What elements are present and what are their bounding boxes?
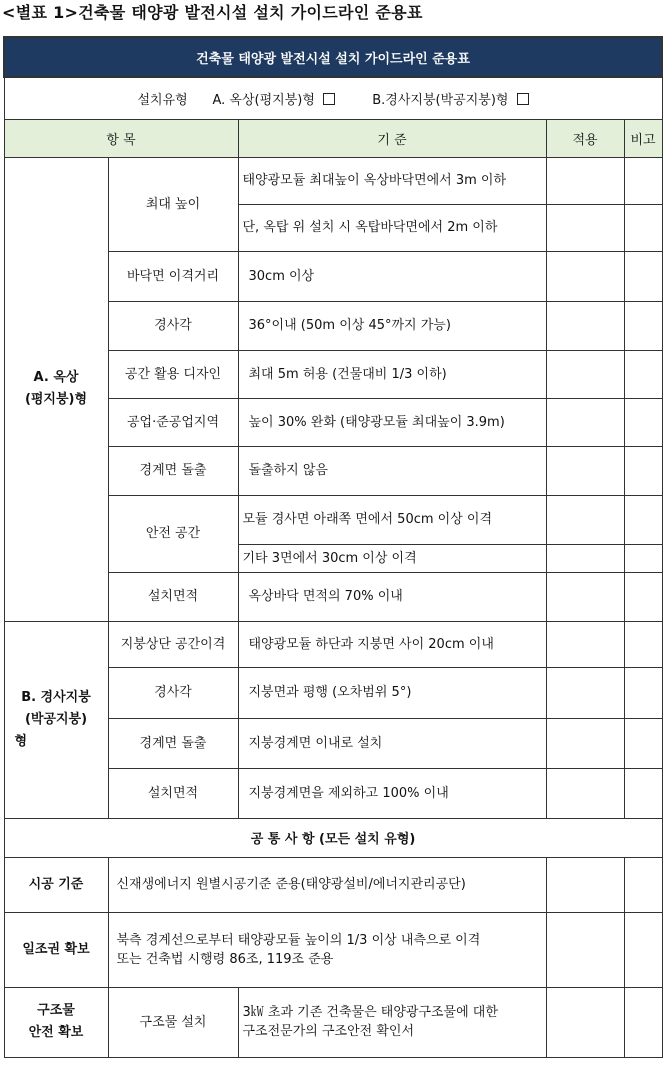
option-a-checkbox[interactable] [323, 93, 335, 105]
criteria-floor-clearance: 30cm 이상 [238, 251, 546, 301]
option-b-label: B.경사지붕(박공지붕)형 [372, 92, 509, 108]
common-construction-label: 시공 기준 [4, 857, 108, 912]
section-a-label [4, 157, 108, 621]
header-apply: 적용 [546, 119, 624, 157]
note-cell[interactable] [624, 572, 662, 621]
apply-cell[interactable] [546, 204, 624, 251]
note-cell[interactable] [624, 251, 662, 301]
note-cell[interactable] [624, 912, 662, 987]
common-structure-label [4, 987, 108, 1057]
section-b-label-line1: B. 경사지붕 [21, 689, 91, 705]
apply-cell[interactable] [546, 350, 624, 398]
item-roof-boundary: 경계면 돌출 [108, 718, 238, 768]
item-floor-clearance: 바닥면 이격거리 [108, 251, 238, 301]
table-caption: <별표 1>건축물 태양광 발전시설 설치 가이드라인 준용표 [2, 3, 423, 22]
item-max-height: 최대 높이 [108, 157, 238, 251]
common-structure-item: 구조물 설치 [108, 987, 238, 1057]
note-cell[interactable] [624, 204, 662, 251]
common-structure-text1: 3㎾ 초과 기존 건축물은 태양광구조물에 대한 [242, 1005, 498, 1020]
item-industrial-zone: 공업·준공업지역 [108, 398, 238, 446]
item-roof-tilt: 경사각 [108, 667, 238, 718]
criteria-roof-top-clearance: 태양광모듈 하단과 지붕면 사이 20cm 이내 [238, 621, 546, 667]
apply-cell[interactable] [546, 157, 624, 204]
criteria-install-area: 옥상바닥 면적의 70% 이내 [238, 572, 546, 621]
item-roof-install-area: 설치면적 [108, 768, 238, 818]
table-title: 건축물 태양광 발전시설 설치 가이드라인 준용표 [4, 37, 662, 77]
note-cell[interactable] [624, 398, 662, 446]
common-structure-text2: 구조전문가의 구조안전 확인서 [242, 1024, 415, 1039]
common-structure-label-line1: 구조물 [37, 1003, 75, 1018]
header-item: 항 목 [4, 119, 238, 157]
apply-cell[interactable] [546, 621, 624, 667]
common-header: 공 통 사 항 (모든 설치 유형) [4, 818, 662, 857]
section-a-label-line2: (평지붕)형 [24, 392, 88, 407]
option-a-label: A. 옥상(평지붕)형 [212, 92, 315, 108]
note-cell[interactable] [624, 544, 662, 572]
common-construction-text: 신재생에너지 원별시공기준 준용(태양광설비/에너지관리공단) [108, 857, 546, 912]
common-structure-text [238, 987, 546, 1057]
apply-cell[interactable] [546, 572, 624, 621]
note-cell[interactable] [624, 157, 662, 204]
apply-cell[interactable] [546, 398, 624, 446]
common-sunlight-text2: 또는 건축법 시행령 86조, 119조 준용 [116, 951, 334, 967]
note-cell[interactable] [624, 857, 662, 912]
criteria-roof-boundary: 지붕경계면 이내로 설치 [238, 718, 546, 768]
common-sunlight-label: 일조권 확보 [4, 912, 108, 987]
section-b-label-line2: (박공지붕) [24, 711, 88, 727]
note-cell[interactable] [624, 768, 662, 818]
item-install-area: 설치면적 [108, 572, 238, 621]
apply-cell[interactable] [546, 495, 624, 544]
note-cell[interactable] [624, 350, 662, 398]
note-cell[interactable] [624, 667, 662, 718]
apply-cell[interactable] [546, 446, 624, 495]
item-tilt-angle: 경사각 [108, 301, 238, 350]
note-cell[interactable] [624, 446, 662, 495]
criteria-roof-install-area: 지붕경계면을 제외하고 100% 이내 [238, 768, 546, 818]
criteria-roof-tilt: 지붕면과 평행 (오차범위 5°) [238, 667, 546, 718]
apply-cell[interactable] [546, 301, 624, 350]
note-cell[interactable] [624, 621, 662, 667]
common-sunlight-text1: 북측 경계선으로부터 태양광모듈 높이의 1/3 이상 내측으로 이격 [116, 932, 481, 948]
item-space-design: 공간 활용 디자인 [108, 350, 238, 398]
note-cell[interactable] [624, 987, 662, 1057]
common-sunlight-text [108, 912, 546, 987]
criteria-tilt-angle: 36°이내 (50m 이상 45°까지 가능) [238, 301, 546, 350]
install-type-label: 설치유형 [137, 92, 188, 108]
section-a-label-line1: A. 옥상 [33, 370, 79, 385]
install-type-row [4, 77, 662, 119]
note-cell[interactable] [624, 718, 662, 768]
section-b-label-line3: 형 [14, 733, 28, 749]
item-roof-top-clearance: 지붕상단 공간이격 [108, 621, 238, 667]
header-note: 비고 [624, 119, 662, 157]
apply-cell[interactable] [546, 987, 624, 1057]
item-safety-space: 안전 공간 [108, 495, 238, 572]
apply-cell[interactable] [546, 251, 624, 301]
apply-cell[interactable] [546, 912, 624, 987]
header-criteria: 기 준 [238, 119, 546, 157]
criteria-max-height-1: 태양광모듈 최대높이 옥상바닥면에서 3m 이하 [238, 157, 546, 204]
criteria-space-design: 최대 5m 허용 (건물대비 1/3 이하) [238, 350, 546, 398]
criteria-industrial-zone: 높이 30% 완화 (태양광모듈 최대높이 3.9m) [238, 398, 546, 446]
apply-cell[interactable] [546, 857, 624, 912]
criteria-max-height-2: 단, 옥탑 위 설치 시 옥탑바닥면에서 2m 이하 [238, 204, 546, 251]
item-boundary-protrusion: 경계면 돌출 [108, 446, 238, 495]
apply-cell[interactable] [546, 768, 624, 818]
criteria-safety-space-2: 기타 3면에서 30cm 이상 이격 [238, 544, 546, 572]
guideline-table [3, 36, 663, 1058]
option-b-checkbox[interactable] [517, 93, 529, 105]
section-b-label [4, 621, 108, 818]
note-cell[interactable] [624, 495, 662, 544]
apply-cell[interactable] [546, 667, 624, 718]
criteria-boundary-protrusion: 돌출하지 않음 [238, 446, 546, 495]
common-structure-label-line2: 안전 확보 [28, 1025, 84, 1040]
note-cell[interactable] [624, 301, 662, 350]
apply-cell[interactable] [546, 718, 624, 768]
criteria-safety-space-1: 모듈 경사면 아래쪽 면에서 50cm 이상 이격 [238, 495, 546, 544]
apply-cell[interactable] [546, 544, 624, 572]
